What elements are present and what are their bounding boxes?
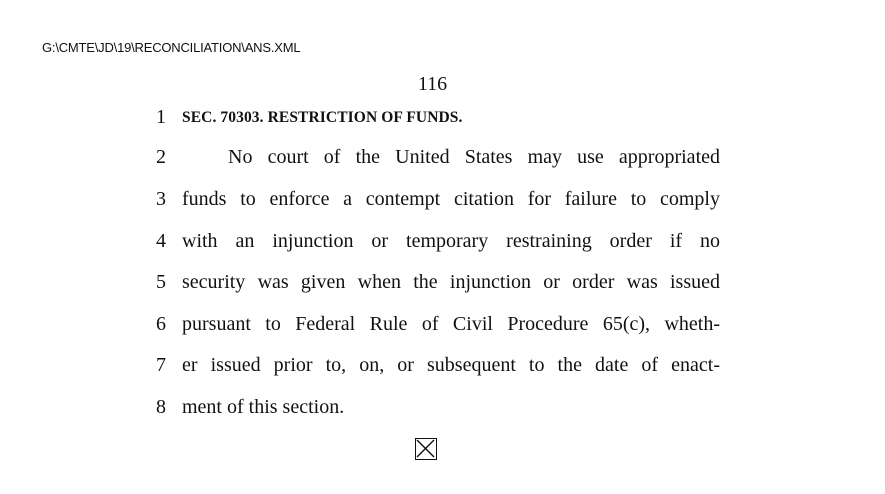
line-text: with an injunction or temporary restraining order if no [182, 230, 720, 252]
x-mark-icon [416, 439, 435, 458]
line-number: 2 [156, 146, 166, 168]
line-text: pursuant to Federal Rule of Civil Procedure 65(c), wheth- [182, 313, 720, 335]
boxed-x-icon [415, 438, 437, 460]
text-line [0, 271, 885, 301]
line-number: 3 [156, 188, 166, 210]
text-line [0, 188, 885, 218]
text-line [0, 313, 885, 343]
line-text: security was given when the injunction or order was issued [182, 271, 720, 293]
line-number: 4 [156, 230, 166, 252]
text-line [0, 354, 885, 384]
text-line [0, 396, 885, 426]
text-line [0, 230, 885, 260]
line-number: 6 [156, 313, 166, 335]
file-path: G:\CMTE\JD\19\RECONCILIATION\ANS.XML [42, 40, 301, 55]
line-number: 5 [156, 271, 166, 293]
section-heading-line [0, 106, 885, 136]
line-text: funds to enforce a contempt citation for failure to comply [182, 188, 720, 210]
line-text: ment of this section. [182, 396, 345, 418]
line-number: 1 [156, 106, 166, 128]
line-number: 7 [156, 354, 166, 376]
section-heading: SEC. 70303. RESTRICTION OF FUNDS. [182, 109, 463, 126]
line-text: No court of the United States may use appropriated [228, 146, 720, 168]
line-text: er issued prior to, on, or subsequent to the date of enact- [182, 354, 720, 376]
line-number: 8 [156, 396, 166, 418]
text-line [0, 146, 885, 176]
page-number: 116 [417, 73, 448, 95]
